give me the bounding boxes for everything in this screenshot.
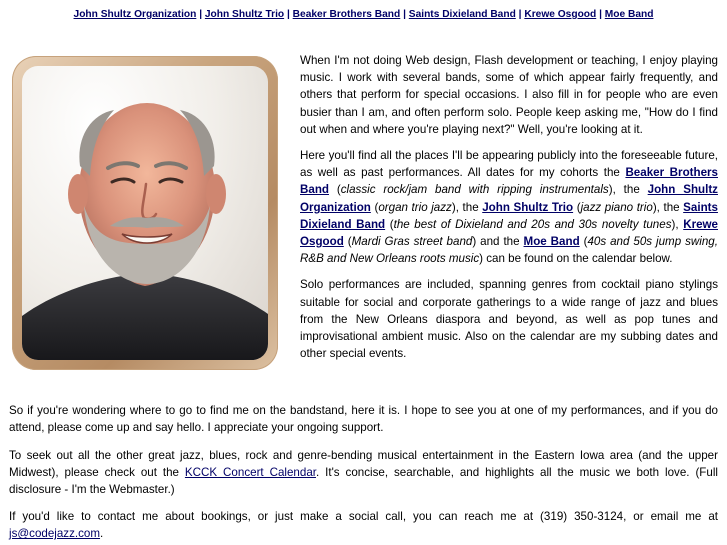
nav-link-moe-band[interactable]: Moe Band: [604, 9, 654, 20]
email-link[interactable]: js@codejazz.com: [9, 527, 101, 541]
contact-paragraph: [9, 508, 718, 542]
top-navigation: [0, 8, 727, 22]
band-description: the best of Dixieland and 20s and 30s novelty tunes: [393, 217, 672, 231]
link-saints-dixieland-band[interactable]: Saints Dixieland Band: [300, 200, 718, 231]
text-segment: ), the: [652, 200, 684, 214]
portrait-illustration: [22, 66, 268, 360]
band-description: jazz piano trio: [580, 200, 653, 214]
intro-paragraph-1: When I'm not doing Web design, Flash development or teaching, I enjoy playing music. I work with several bands, some of which appear fairly frequently, and others that perform for special occasions. I also fill in for people who are even busier than I am, and often perform solo. People keep asking me, "How do I find out when and where you're playing next?" Well, you're looking at it.: [300, 54, 718, 136]
text-segment: To seek out all the other great jazz, blues, rock and genre-bending musical entertainment in the Eastern Iowa area (and the upper Midwest), please check out the: [9, 449, 718, 480]
nav-link-john-shultz-organization[interactable]: John Shultz Organization: [73, 9, 197, 20]
nav-link-john-shultz-trio[interactable]: John Shultz Trio: [204, 9, 285, 20]
intro-column: [300, 52, 718, 371]
nav-link-beaker-brothers-band[interactable]: Beaker Brothers Band: [292, 9, 401, 20]
text-segment: ) and the: [472, 235, 524, 249]
nav-separator: |: [199, 9, 203, 20]
contact-paragraph-block: [9, 508, 718, 542]
band-description: 40s and 50s jump swing, R&B and New Orleans roots music: [300, 235, 718, 266]
bandstand-paragraph-block: [9, 402, 718, 436]
nav-separator: |: [599, 9, 602, 20]
nav-separator: |: [518, 9, 522, 20]
kcck-paragraph: [9, 447, 718, 499]
text-segment: ), the: [451, 200, 483, 214]
nav-separator: |: [286, 9, 290, 20]
link-john-shultz-organization[interactable]: John Shultz Organization: [300, 183, 718, 214]
band-description: classic rock/jam band with ripping instrumentals: [340, 183, 609, 197]
kcck-paragraph-block: [9, 447, 718, 499]
nav-separator: |: [403, 9, 406, 20]
band-description: Mardi Gras street band: [351, 235, 473, 249]
link-john-shultz-trio[interactable]: John Shultz Trio: [482, 200, 574, 214]
link-beaker-brothers-band[interactable]: Beaker Brothers Band: [300, 166, 718, 197]
text-segment: .: [100, 527, 104, 541]
bandstand-paragraph: So if you're wondering where to go to find me on the bandstand, here it is. I hope to see you at one of my performances, and if you do attend, please come up and say hello. I appreciate your ongoing support.: [9, 404, 718, 435]
link-krewe-osgood[interactable]: Krewe Osgood: [300, 217, 719, 249]
link-kcck-concert-calendar[interactable]: KCCK Concert Calendar: [184, 466, 316, 480]
portrait-frame: [12, 56, 278, 370]
text-segment: If you'd like to contact me about bookings, or just make a social call, you can reach me at (319) 350-3124, or email me at: [9, 510, 718, 523]
text-segment: ) can be found on the calendar below.: [479, 252, 673, 266]
text-segment: . It's concise, searchable, and highlights all the music we both love. (Full disclosure - I'm the Webmaster.): [9, 466, 718, 497]
text-segment: Here you'll find all the places I'll be appearing publicly into the foreseeable future, as well as past performances. All dates for my cohorts the: [300, 149, 718, 180]
text-segment: ), the: [608, 183, 648, 197]
nav-link-saints-dixieland-band[interactable]: Saints Dixieland Band: [408, 9, 516, 20]
link-moe-band[interactable]: Moe Band: [523, 235, 580, 249]
band-description: organ trio jazz: [378, 200, 452, 214]
intro-paragraph-2: Here you'll find all the places I'll be appearing publicly into the foreseeable future, as well as past performances. All dates for my cohorts the Beaker Brothers Band (classic rock/jam band with ripping instrumentals), the John Shultz Organization (organ trio jazz), the John Shultz Trio (jazz piano trio), the Saints Dixieland Band (the best of Dixieland and 20s and 30s novelty tunes), Krewe Osgood (Mardi Gras street band) and the Moe Band (40s and 50s jump swing, R&B and New Orleans roots music) can be found on the calendar below.: [300, 149, 719, 266]
text-segment: ),: [671, 217, 684, 231]
intro-paragraph-3: Solo performances are included, spanning genres from cocktail piano stylings suitable for social and corporate gatherings to a wide range of jazz and blues from the New Orleans diaspora and beyond, as well as pop tunes and improvisational ambient music. Also on the calendar are my subbing dates and other special events.: [300, 278, 718, 361]
portrait-photo: [22, 66, 268, 360]
nav-link-krewe-osgood[interactable]: Krewe Osgood: [524, 9, 597, 20]
